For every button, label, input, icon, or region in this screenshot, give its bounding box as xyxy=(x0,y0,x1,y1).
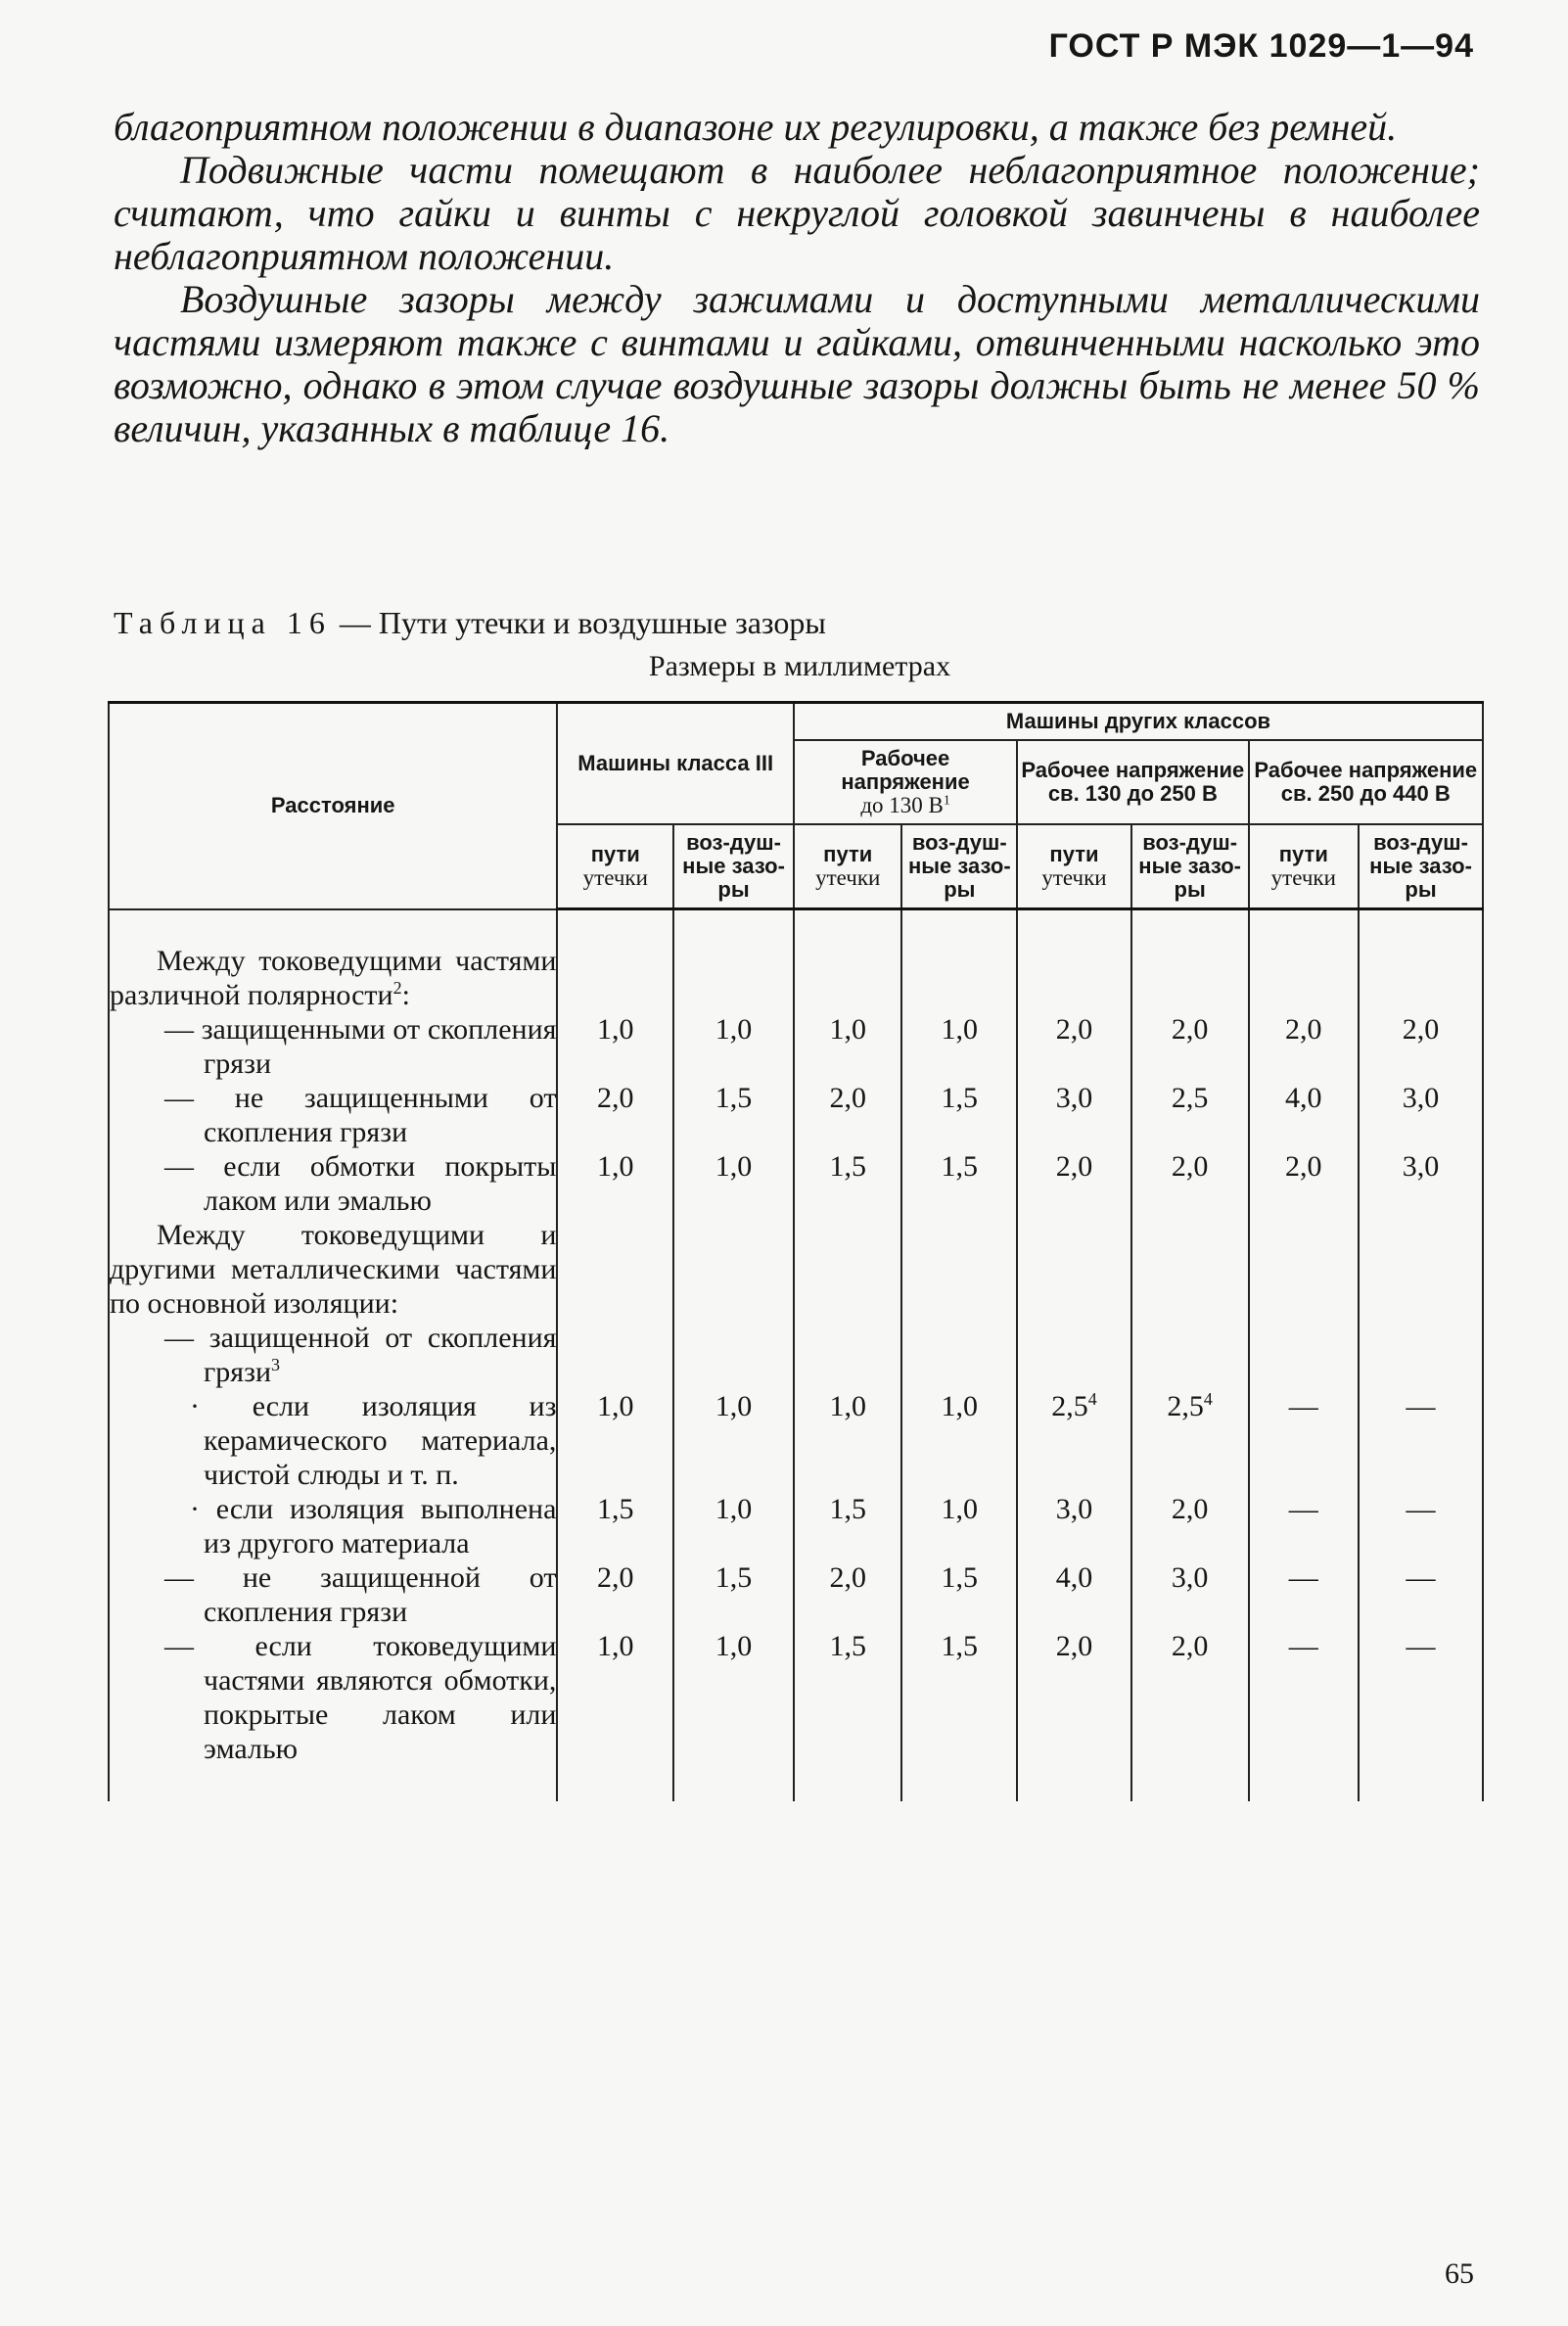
value-cell: — xyxy=(1249,1389,1360,1492)
value-cell: 1,5 xyxy=(794,1492,902,1560)
table-caption xyxy=(114,605,826,641)
value-cell: — xyxy=(1249,1492,1360,1560)
table-row xyxy=(109,1149,1483,1218)
value-cell xyxy=(1017,944,1131,1012)
value-cell: 1,0 xyxy=(901,1012,1017,1081)
value-cell: 1,0 xyxy=(901,1492,1017,1560)
col-header-voltage-group-3 xyxy=(1249,740,1483,824)
table-caption-text: — Пути утечки и воздушные зазоры xyxy=(331,605,826,640)
value-cell: $2,5^4$ xyxy=(1017,1389,1131,1492)
value-cell: 2,0 xyxy=(794,1560,902,1629)
value-cell: 1,0 xyxy=(673,1149,794,1218)
value-cell: 2,0 xyxy=(794,1081,902,1149)
value-cell xyxy=(794,1321,902,1389)
value-cell: 1,5 xyxy=(901,1149,1017,1218)
footnote-ref: 4 xyxy=(1087,1389,1097,1409)
table-row xyxy=(109,1492,1483,1560)
value-cell: 3,0 xyxy=(1359,1081,1483,1149)
value-cell xyxy=(557,1218,673,1321)
value-cell: 1,5 xyxy=(794,1629,902,1766)
value-cell: 2,0 xyxy=(1017,1149,1131,1218)
value-cell: — xyxy=(1359,1560,1483,1629)
value-cell: 2,0 xyxy=(1249,1012,1360,1081)
value-cell xyxy=(794,1218,902,1321)
value-cell: 1,0 xyxy=(673,1492,794,1560)
value-cell: — xyxy=(1359,1629,1483,1766)
clearance-table xyxy=(108,701,1484,1801)
value-cell: 1,0 xyxy=(557,1149,673,1218)
value-cell xyxy=(1249,944,1360,1012)
col-header-creepage: пути утечки xyxy=(794,824,902,909)
table-body xyxy=(109,909,1483,1802)
col-header-voltage-group-2 xyxy=(1017,740,1248,824)
value-cell xyxy=(1131,944,1249,1012)
value-cell: 2,0 xyxy=(1131,1012,1249,1081)
value-cell: — xyxy=(1359,1492,1483,1560)
row-description: — не защищенной от скопления грязи xyxy=(109,1560,557,1629)
value-cell: 2,0 xyxy=(1131,1149,1249,1218)
value-cell xyxy=(1017,1321,1131,1389)
value-cell: 1,5 xyxy=(557,1492,673,1560)
value-cell: 2,5 xyxy=(1131,1081,1249,1149)
row-description: — не защищенными от скопления грязи xyxy=(109,1081,557,1149)
value-cell: 1,5 xyxy=(901,1081,1017,1149)
value-cell: 1,0 xyxy=(557,1012,673,1081)
value-cell: 1,0 xyxy=(673,1629,794,1766)
value-cell: 4,0 xyxy=(1249,1081,1360,1149)
intro-paragraph-2: Подвижные части помещают в наиболее неблагоприятное положение; считают, что гайки и винты с некруглой головкой завинчены в наиболее неблагоприятном положении. xyxy=(114,148,1480,278)
value-cell xyxy=(1359,1321,1483,1389)
row-description: Между токоведущими и другими металлическими частями по основной изоляции: xyxy=(110,1219,557,1320)
footnote-ref: 3 xyxy=(271,1355,281,1374)
row-description: — если обмотки покрыты лаком или эмалью xyxy=(109,1149,557,1218)
intro-paragraph-3: Воздушные зазоры между зажимами и доступными металлическими частями измеряют также с винтами и гайками, отвинченными насколько это возможно, однако в этом случае воздушные зазоры должны быть не менее 50 % величин, указанных в таблице 16. xyxy=(114,277,1480,450)
row-description: — защищенными от скопления грязи xyxy=(109,1012,557,1081)
col-header-clearance: воз-душ-ные зазо-ры xyxy=(1131,824,1249,909)
value-cell xyxy=(1249,1218,1360,1321)
value-cell xyxy=(901,1321,1017,1389)
table-section-row xyxy=(109,944,1483,1012)
value-cell: 1,0 xyxy=(557,1389,673,1492)
value-cell: $2,5^4$ xyxy=(1131,1389,1249,1492)
value-cell xyxy=(1131,1218,1249,1321)
value-cell xyxy=(557,944,673,1012)
value-cell: 3,0 xyxy=(1017,1492,1131,1560)
row-description: Между токоведущими частями различной полярности$^2$: xyxy=(110,945,557,1011)
value-cell: — xyxy=(1249,1629,1360,1766)
table-row xyxy=(109,1012,1483,1081)
value-cell: 3,0 xyxy=(1131,1560,1249,1629)
value-cell: 2,0 xyxy=(557,1560,673,1629)
col-header-class3: Машины класса III xyxy=(557,703,794,825)
value-cell xyxy=(794,944,902,1012)
value-cell xyxy=(1359,1218,1483,1321)
value-cell xyxy=(1131,1321,1249,1389)
value-cell: 2,0 xyxy=(1017,1012,1131,1081)
value-cell xyxy=(901,944,1017,1012)
table-units-text: Размеры в миллиметрах xyxy=(648,650,951,682)
group-1-line-2: до 130 $В^1$ xyxy=(860,792,950,817)
value-cell: 2,0 xyxy=(1131,1629,1249,1766)
value-cell xyxy=(673,944,794,1012)
value-cell: 1,5 xyxy=(901,1629,1017,1766)
value-cell: 1,5 xyxy=(673,1081,794,1149)
value-cell: — xyxy=(1359,1389,1483,1492)
col-header-voltage-group-1 xyxy=(794,740,1017,824)
col-header-distance: Расстояние xyxy=(109,703,557,909)
value-cell xyxy=(673,1218,794,1321)
row-description: · если изоляция выполнена из другого материала xyxy=(109,1492,557,1560)
row-description: — защищенной от скопления грязи$^3$ xyxy=(109,1321,557,1389)
table-spacer-row xyxy=(109,1766,1483,1801)
value-cell: 1,5 xyxy=(901,1560,1017,1629)
value-cell: 3,0 xyxy=(1359,1149,1483,1218)
col-header-creepage: пути утечки xyxy=(1249,824,1360,909)
value-cell xyxy=(1359,944,1483,1012)
footnote-ref: 2 xyxy=(392,978,402,998)
group-3-line-2: св. 250 до 440 В xyxy=(1280,781,1451,806)
value-cell: 2,0 xyxy=(1131,1492,1249,1560)
col-header-other-classes: Машины других классов xyxy=(794,703,1483,741)
value-cell: 2,0 xyxy=(1017,1629,1131,1766)
table-caption-label: Таблица 16 xyxy=(114,605,332,640)
table-row xyxy=(109,1629,1483,1766)
value-cell xyxy=(557,1321,673,1389)
value-cell: 1,0 xyxy=(794,1389,902,1492)
footnote-ref: 1 xyxy=(943,792,950,808)
value-cell xyxy=(901,1218,1017,1321)
value-cell: 1,0 xyxy=(901,1389,1017,1492)
col-header-clearance: воз-душ-ные зазо-ры xyxy=(901,824,1017,909)
value-cell: 1,5 xyxy=(673,1560,794,1629)
col-header-clearance: воз-душ-ные зазо-ры xyxy=(1359,824,1483,909)
value-cell: 1,0 xyxy=(794,1012,902,1081)
table-section-row xyxy=(109,1321,1483,1389)
table-units xyxy=(0,650,1568,683)
value-cell: 1,5 xyxy=(794,1149,902,1218)
footnote-ref: 4 xyxy=(1203,1389,1213,1409)
table-spacer-row xyxy=(109,909,1483,945)
value-cell xyxy=(1249,1321,1360,1389)
document-code-header: ГОСТ Р МЭК 1029—1—94 xyxy=(1048,27,1474,65)
col-header-creepage: пути утечки xyxy=(1017,824,1131,909)
value-cell: 1,0 xyxy=(673,1012,794,1081)
group-2-line-2: св. 130 до 250 В xyxy=(1047,781,1218,806)
value-cell xyxy=(1017,1218,1131,1321)
value-cell: 2,0 xyxy=(1359,1012,1483,1081)
value-cell: 2,0 xyxy=(1249,1149,1360,1218)
group-1-line-1: Рабочее напряжение xyxy=(841,746,970,794)
row-description: — если токоведущими частями являются обмотки, покрытые лаком или эмалью xyxy=(109,1629,557,1766)
value-cell: 1,0 xyxy=(557,1629,673,1766)
group-3-line-1: Рабочее напряжение xyxy=(1254,758,1478,782)
table-row xyxy=(109,1389,1483,1492)
group-2-line-1: Рабочее напряжение xyxy=(1021,758,1245,782)
table-row xyxy=(109,1560,1483,1629)
row-description: · если изоляция из керамического материала, чистой слюды и т. п. xyxy=(109,1389,557,1492)
intro-text xyxy=(114,106,1480,450)
table-row xyxy=(109,1081,1483,1149)
col-header-creepage: пути утечки xyxy=(557,824,673,909)
value-cell: 3,0 xyxy=(1017,1081,1131,1149)
value-cell xyxy=(673,1321,794,1389)
value-cell: — xyxy=(1249,1560,1360,1629)
page-number: 65 xyxy=(1445,2257,1474,2290)
value-cell: 4,0 xyxy=(1017,1560,1131,1629)
value-cell: 2,0 xyxy=(557,1081,673,1149)
value-cell: 1,0 xyxy=(673,1389,794,1492)
intro-paragraph-1: благоприятном положении в диапазоне их регулировки, а также без ремней. xyxy=(114,105,1398,149)
table-section-row xyxy=(109,1218,1483,1321)
col-header-clearance: воз-душ-ные зазо-ры xyxy=(673,824,794,909)
